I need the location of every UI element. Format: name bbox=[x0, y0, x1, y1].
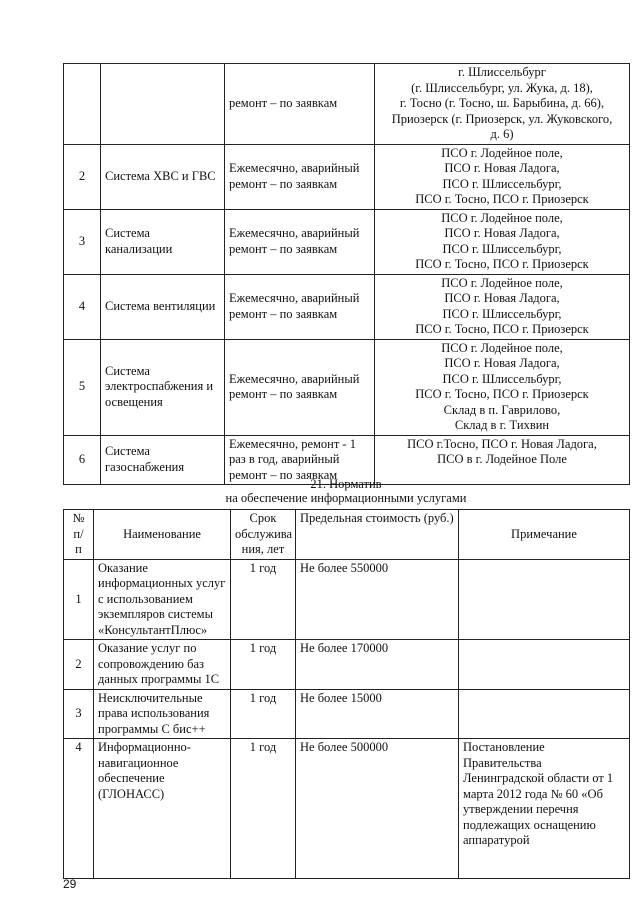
service-name: Информационно-навигационное обеспечение (ГЛОНАСС) bbox=[94, 739, 231, 879]
table-row bbox=[64, 339, 630, 435]
system-name bbox=[101, 64, 225, 145]
maintenance-frequency: Ежемесячно, аварийный ремонт – по заявкам bbox=[225, 339, 375, 435]
table-row bbox=[64, 209, 630, 274]
service-locations: ПСО г. Лодейное поле, ПСО г. Новая Ладога, ПСО г. Шлиссельбург, ПСО г. Тосно, ПСО г. Приозерск bbox=[375, 144, 630, 209]
service-term: 1 год bbox=[231, 559, 296, 640]
row-number: 3 bbox=[64, 209, 101, 274]
service-name: Оказание услуг по сопровождению баз данных программы 1С bbox=[94, 640, 231, 690]
service-locations: ПСО г. Лодейное поле, ПСО г. Новая Ладога, ПСО г. Шлиссельбург, ПСО г. Тосно, ПСО г. Приозерск bbox=[375, 209, 630, 274]
system-name: Система ХВС и ГВС bbox=[101, 144, 225, 209]
row-number: 2 bbox=[64, 144, 101, 209]
row-number: 4 bbox=[64, 274, 101, 339]
system-name: Система канализации bbox=[101, 209, 225, 274]
section-subtitle: на обеспечение информационными услугами bbox=[225, 491, 467, 505]
section-number-title: 21. Норматив bbox=[310, 477, 382, 491]
table-row bbox=[64, 640, 630, 690]
maintenance-frequency: Ежемесячно, аварийный ремонт – по заявкам bbox=[225, 274, 375, 339]
service-term: 1 год bbox=[231, 739, 296, 879]
service-locations: ПСО г.Тосно, ПСО г. Новая Ладога, ПСО в г. Лодейное Поле bbox=[375, 435, 630, 485]
service-price: Не более 15000 bbox=[296, 689, 459, 739]
table-header-row bbox=[64, 510, 630, 560]
service-term: 1 год bbox=[231, 689, 296, 739]
table-row bbox=[64, 739, 630, 879]
system-name: Система газоснабжения bbox=[101, 435, 225, 485]
service-name: Неисключительные права использования программы С бис++ bbox=[94, 689, 231, 739]
service-locations: ПСО г. Лодейное поле, ПСО г. Новая Ладога, ПСО г. Шлиссельбург, ПСО г. Тосно, ПСО г. Приозерск Склад в п. Гаврилово, Склад в г. Тихвин bbox=[375, 339, 630, 435]
system-name: Система вентиляции bbox=[101, 274, 225, 339]
table-row bbox=[64, 274, 630, 339]
row-number: 6 bbox=[64, 435, 101, 485]
table-row bbox=[64, 559, 630, 640]
table-row bbox=[64, 689, 630, 739]
row-number: 2 bbox=[64, 640, 94, 690]
row-number: 4 bbox=[64, 739, 94, 879]
service-price: Не более 170000 bbox=[296, 640, 459, 690]
service-note bbox=[459, 640, 630, 690]
service-price: Не более 550000 bbox=[296, 559, 459, 640]
row-number: 1 bbox=[64, 559, 94, 640]
page-number: 29 bbox=[63, 877, 77, 891]
service-locations: ПСО г. Лодейное поле, ПСО г. Новая Ладога, ПСО г. Шлиссельбург, ПСО г. Тосно, ПСО г. Приозерск bbox=[375, 274, 630, 339]
section-title bbox=[63, 477, 629, 505]
header-note: Примечание bbox=[459, 510, 630, 560]
maintenance-frequency: Ежемесячно, аварийный ремонт – по заявкам bbox=[225, 144, 375, 209]
service-note bbox=[459, 559, 630, 640]
table-row bbox=[64, 64, 630, 145]
service-note bbox=[459, 689, 630, 739]
info-services-table bbox=[63, 509, 630, 879]
row-number: 5 bbox=[64, 339, 101, 435]
table-row bbox=[64, 144, 630, 209]
maintenance-frequency: Ежемесячно, аварийный ремонт – по заявкам bbox=[225, 209, 375, 274]
maintenance-table bbox=[63, 63, 630, 485]
service-term: 1 год bbox=[231, 640, 296, 690]
maintenance-frequency: ремонт – по заявкам bbox=[225, 64, 375, 145]
row-number: 3 bbox=[64, 689, 94, 739]
header-num: № п/ п bbox=[64, 510, 94, 560]
header-term: Срок обслужива ния, лет bbox=[231, 510, 296, 560]
service-note: Постановление Правительства Ленинградской области от 1 марта 2012 года № 60 «Об утверждении перечня подлежащих оснащению аппаратурой bbox=[459, 739, 630, 879]
system-name: Система электроспабжения и освещения bbox=[101, 339, 225, 435]
header-price: Предельная стоимость (руб.) bbox=[296, 510, 459, 560]
row-number bbox=[64, 64, 101, 145]
service-locations: г. Шлиссельбург (г. Шлиссельбург, ул. Жука, д. 18), г. Тосно (г. Тосно, ш. Барыбина, д. 66), Приозерск (г. Приозерск, ул. Жуковского, д. 6) bbox=[375, 64, 630, 145]
header-name: Наименование bbox=[94, 510, 231, 560]
service-name: Оказание информационных услуг с использованием экземпляров системы «КонсультантПлюс» bbox=[94, 559, 231, 640]
maintenance-frequency: Ежемесячно, ремонт - 1 раз в год, аварийный ремонт – по заявкам bbox=[225, 435, 375, 485]
service-price: Не более 500000 bbox=[296, 739, 459, 879]
